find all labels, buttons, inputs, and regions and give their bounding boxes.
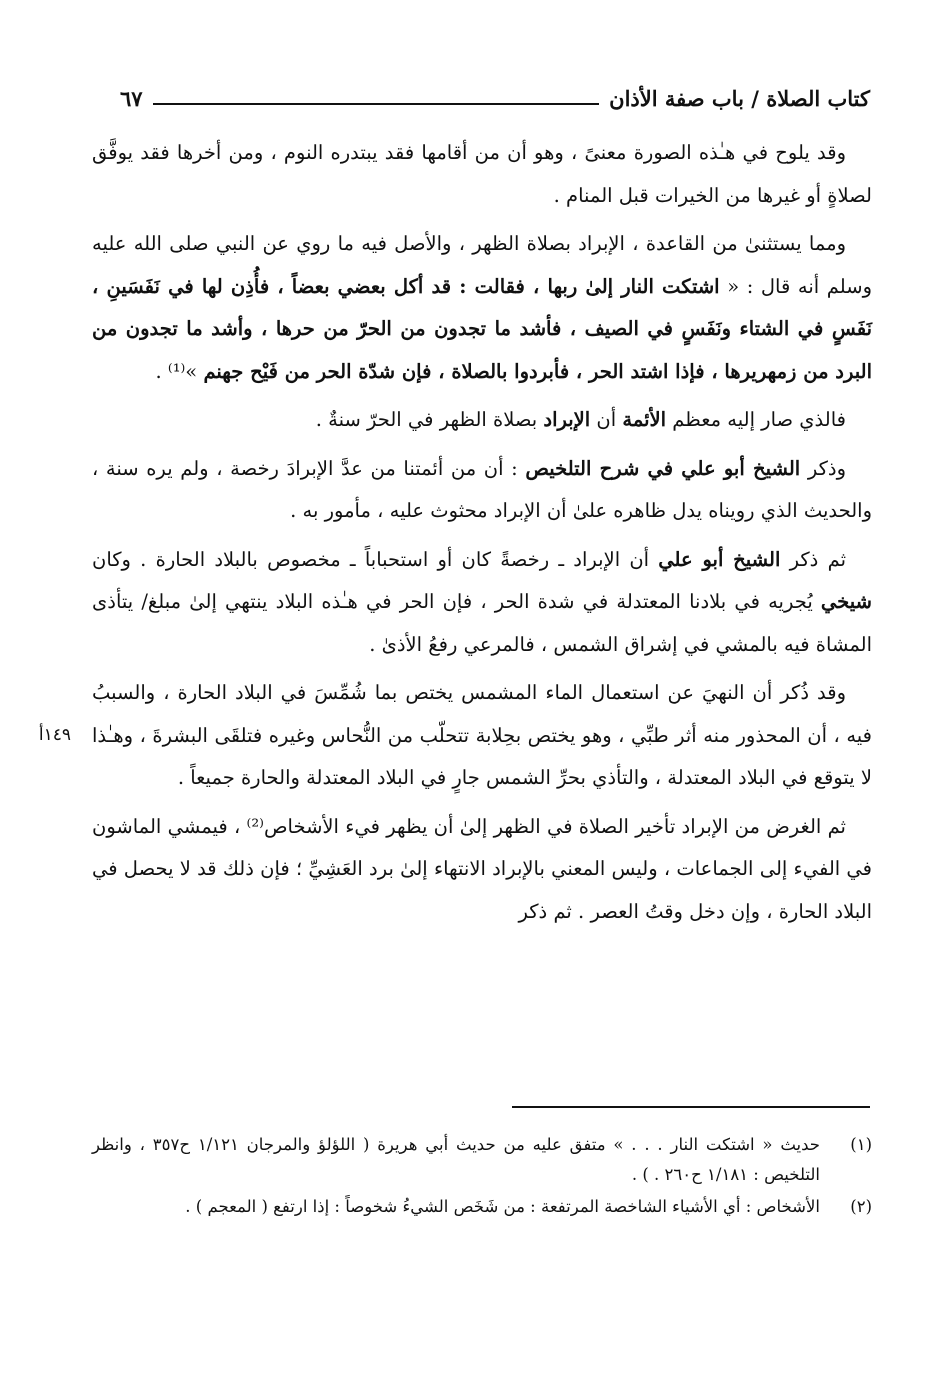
footnote-separator bbox=[512, 1106, 870, 1108]
text-segment: يُجريه في بلادنا المعتدلة في شدة الحر ، فإن الحر في هـٰذه البلاد ينتهي إلىٰ مبلغ/ يتأذى المشاة فيه بالمشي في إشراق الشمس ، فالمرعي رفعُ الأذىٰ . bbox=[92, 590, 872, 656]
paragraph bbox=[92, 132, 872, 217]
footnote-text: حديث « اشتكت النار . . . » متفق عليه من حديث أبي هريرة ( اللؤلؤ والمرجان ١/١٢١ ح٣٥٧ ، وانظر التلخيص : ١/١٨١ ح٢٦٠ . ) . bbox=[92, 1135, 820, 1184]
page-number: ٦٧ bbox=[120, 85, 143, 111]
text-segment: وذكر bbox=[800, 456, 846, 480]
text-segment: أن الإبراد ـ رخصةً كان أو استحباباً ـ مخصوص بالبلاد الحارة . وكان bbox=[92, 547, 659, 571]
text-segment: ومما يستثنىٰ من القاعدة ، الإبراد بصلاة الظهر ، والأصل فيه ما روي عن النبي صلى الله عليه وسلم أنه قال : « bbox=[92, 232, 872, 298]
text-segment: ثم ذكر bbox=[780, 547, 846, 571]
paragraph bbox=[92, 672, 872, 800]
header-rule bbox=[153, 103, 600, 105]
main-text bbox=[92, 132, 872, 939]
text-segment: ثم الغرض من الإبراد تأخير الصلاة في الظهر إلىٰ أن يظهر فيء الأشخاص⁽²⁾ ، فيمشي الماشون في الفيء إلى الجماعات ، وليس المعني بالإبراد الانتهاء إلىٰ برد العَشِيِّ ؛ فإن ذلك قد لا يحصل في البلاد الحارة ، وإن دخل وقتُ العصر . ثم ذكر bbox=[92, 814, 872, 923]
footnote bbox=[92, 1192, 872, 1222]
running-header bbox=[120, 78, 870, 118]
manuscript-folio-note: ١٤٩أ bbox=[38, 725, 72, 745]
text-segment: »⁽¹⁾ . bbox=[155, 359, 204, 383]
paragraph bbox=[92, 223, 872, 393]
footnotes bbox=[92, 1130, 872, 1224]
paragraph bbox=[92, 399, 872, 442]
footnote-text: الأشخاص : أي الأشياء الشاخصة المرتفعة : من شَخَص الشيءُ شخوصاً : إذا ارتفع ( المعجم ) . bbox=[185, 1197, 820, 1216]
bold-text: الشيخ أبو علي في شرح التلخيص bbox=[525, 456, 801, 480]
bold-text: الأئمة bbox=[622, 408, 667, 431]
footnote-number: (٢) bbox=[850, 1197, 872, 1216]
bold-text: الشيخ أبو علي bbox=[658, 547, 781, 571]
text-segment: وقد ذُكر أن النهيَ عن استعمال الماء المشمس يختص بما شُمِّسَ في البلاد الحارة ، والسببُ فيه ، أن المحذور منه أثر طبِّي ، وهو يختص بحِلابة تتحلّب من النُّحاس وغيره فتلقَى البشرةَ ، وهـٰذا لا يتوقع في البلاد المعتدلة ، والتأذي بحرِّ الشمس جارٍ في البلاد المعتدلة والحارة جميعاً . bbox=[92, 681, 872, 789]
bold-text: الإبراد bbox=[543, 408, 591, 431]
paragraph bbox=[92, 448, 872, 533]
bold-text: شيخي bbox=[820, 590, 872, 613]
chapter-title: كتاب الصلاة / باب صفة الأذان bbox=[609, 85, 870, 111]
footnote bbox=[92, 1130, 872, 1190]
paragraph bbox=[92, 806, 872, 934]
text-segment: أن bbox=[590, 408, 623, 431]
paragraph bbox=[92, 539, 872, 667]
text-segment: بصلاة الظهر في الحرّ سنةٌ . bbox=[315, 408, 544, 431]
text-segment: وقد يلوح في هـٰذه الصورة معنىً ، وهو أن من أقامها فقد يبتدره النوم ، ومن أخرها فقد يوفَّق لصلاةٍ أو غيرها من الخيرات قبل المنام . bbox=[92, 141, 872, 207]
footnote-number: (١) bbox=[850, 1135, 872, 1154]
bold-text: اشتكت النار إلىٰ ربها ، فقالت : قد أكل بعضي بعضاً ، فأُذِن لها في نَفَسَينِ ، نَفَسٍ في الشتاء ونَفَسٍ في الصيف ، فأشد ما تجدون من الحرّ من حرها ، وأشد ما تجدون من البرد من زمهريرها ، فإذا اشتد الحر ، فأبردوا بالصلاة ، فإن شدّة الحر من فَيْح جهنم bbox=[92, 274, 872, 383]
text-segment: فالذي صار إليه معظم bbox=[666, 408, 846, 431]
text-segment: : أن من أئمتنا من عدَّ الإبرادَ رخصة ، ولم يره سنة ، والحديث الذي رويناه يدل ظاهره علىٰ أن الإبراد محثوث عليه ، مأمور به . bbox=[92, 456, 872, 522]
